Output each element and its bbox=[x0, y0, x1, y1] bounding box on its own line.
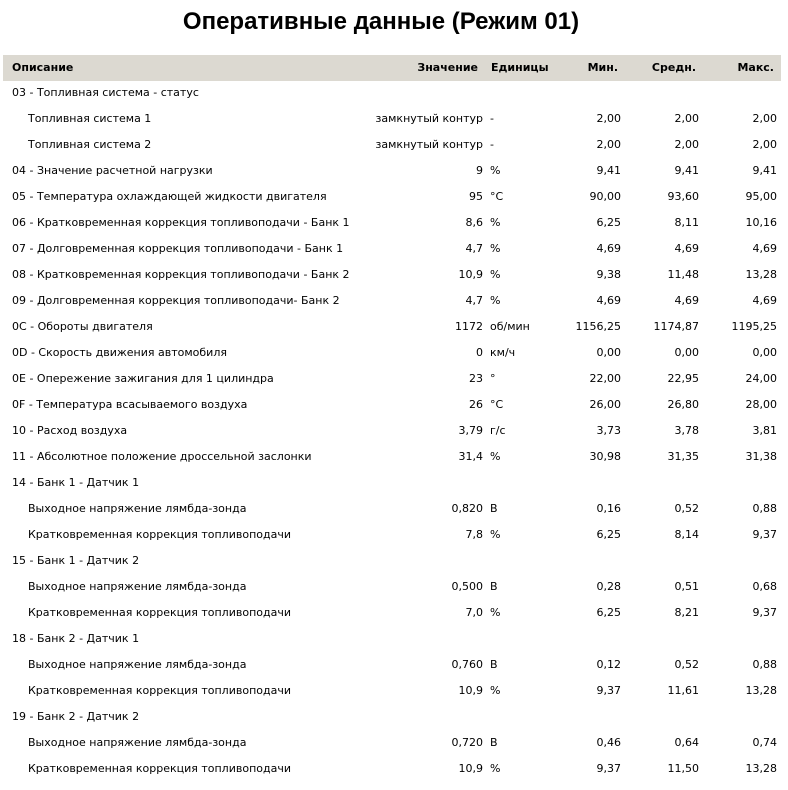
cell-max: 13,28 bbox=[745, 268, 777, 281]
cell-value: 0,500 bbox=[451, 580, 483, 593]
table-header bbox=[3, 55, 781, 81]
cell-description: Кратковременная коррекция топливоподачи bbox=[28, 606, 291, 619]
column-header-value: Значение bbox=[417, 61, 478, 74]
cell-units: г/с bbox=[490, 424, 506, 437]
cell-units: % bbox=[490, 684, 501, 697]
cell-description: Выходное напряжение лямбда-зонда bbox=[28, 580, 247, 593]
table-row bbox=[0, 652, 788, 678]
cell-max: 13,28 bbox=[745, 684, 777, 697]
column-header-max: Макс. bbox=[737, 61, 774, 74]
cell-avg: 0,52 bbox=[674, 658, 699, 671]
group-row bbox=[0, 470, 788, 496]
cell-units: В bbox=[490, 502, 498, 515]
cell-avg: 2,00 bbox=[674, 138, 699, 151]
page-title: Оперативные данные (Режим 01) bbox=[182, 8, 580, 35]
cell-min: 6,25 bbox=[596, 216, 621, 229]
cell-units: об/мин bbox=[490, 320, 530, 333]
cell-description: 09 - Долговременная коррекция топливоподачи- Банк 2 bbox=[12, 294, 340, 307]
cell-description: 0F - Температура всасываемого воздуха bbox=[12, 398, 248, 411]
cell-description: 03 - Топливная система - статус bbox=[12, 86, 199, 99]
cell-value: 4,7 bbox=[465, 294, 483, 307]
cell-units: - bbox=[490, 138, 494, 151]
cell-value: 3,79 bbox=[458, 424, 483, 437]
cell-units: % bbox=[490, 164, 501, 177]
cell-description: Топливная система 2 bbox=[28, 138, 152, 151]
cell-description: 06 - Кратковременная коррекция топливоподачи - Банк 1 bbox=[12, 216, 350, 229]
cell-min: 9,38 bbox=[596, 268, 621, 281]
cell-avg: 1174,87 bbox=[653, 320, 699, 333]
cell-description: 15 - Банк 1 - Датчик 2 bbox=[12, 554, 140, 567]
cell-min: 22,00 bbox=[589, 372, 621, 385]
cell-description: Выходное напряжение лямбда-зонда bbox=[28, 502, 247, 515]
cell-max: 2,00 bbox=[752, 138, 777, 151]
cell-max: 95,00 bbox=[745, 190, 777, 203]
table-row bbox=[0, 522, 788, 548]
cell-min: 9,37 bbox=[596, 762, 621, 775]
cell-min: 9,41 bbox=[596, 164, 621, 177]
cell-min: 0,00 bbox=[596, 346, 621, 359]
column-header-min: Мин. bbox=[587, 61, 618, 74]
cell-min: 9,37 bbox=[596, 684, 621, 697]
cell-min: 90,00 bbox=[589, 190, 621, 203]
table-row bbox=[0, 340, 788, 366]
cell-min: 26,00 bbox=[589, 398, 621, 411]
cell-units: % bbox=[490, 268, 501, 281]
cell-avg: 0,64 bbox=[674, 736, 699, 749]
cell-avg: 22,95 bbox=[667, 372, 699, 385]
table-row bbox=[0, 158, 788, 184]
cell-max: 4,69 bbox=[752, 294, 777, 307]
cell-description: 0E - Опережение зажигания для 1 цилиндра bbox=[12, 372, 274, 385]
cell-value: 1172 bbox=[455, 320, 483, 333]
cell-value: 95 bbox=[469, 190, 483, 203]
cell-avg: 0,00 bbox=[674, 346, 699, 359]
cell-units: - bbox=[490, 112, 494, 125]
table-row bbox=[0, 106, 788, 132]
cell-value: 0,820 bbox=[451, 502, 483, 515]
cell-max: 1195,25 bbox=[731, 320, 777, 333]
table-row bbox=[0, 236, 788, 262]
cell-min: 0,28 bbox=[596, 580, 621, 593]
cell-units: % bbox=[490, 216, 501, 229]
cell-avg: 0,51 bbox=[674, 580, 699, 593]
table-row bbox=[0, 132, 788, 158]
cell-avg: 9,41 bbox=[674, 164, 699, 177]
table-row bbox=[0, 574, 788, 600]
table-row bbox=[0, 730, 788, 756]
cell-value: 26 bbox=[469, 398, 483, 411]
cell-avg: 93,60 bbox=[667, 190, 699, 203]
cell-min: 1156,25 bbox=[575, 320, 621, 333]
cell-min: 6,25 bbox=[596, 606, 621, 619]
cell-avg: 2,00 bbox=[674, 112, 699, 125]
cell-min: 6,25 bbox=[596, 528, 621, 541]
table-row bbox=[0, 418, 788, 444]
table-row bbox=[0, 392, 788, 418]
cell-units: °C bbox=[490, 398, 504, 411]
cell-units: В bbox=[490, 658, 498, 671]
cell-max: 3,81 bbox=[752, 424, 777, 437]
cell-avg: 31,35 bbox=[667, 450, 699, 463]
cell-description: 10 - Расход воздуха bbox=[12, 424, 128, 437]
cell-avg: 11,48 bbox=[667, 268, 699, 281]
cell-max: 0,88 bbox=[752, 502, 777, 515]
table-row bbox=[0, 314, 788, 340]
table-row bbox=[0, 678, 788, 704]
cell-max: 0,88 bbox=[752, 658, 777, 671]
cell-value: замкнутый контур bbox=[375, 138, 483, 151]
cell-max: 9,41 bbox=[752, 164, 777, 177]
cell-max: 28,00 bbox=[745, 398, 777, 411]
cell-description: Выходное напряжение лямбда-зонда bbox=[28, 658, 247, 671]
table-row bbox=[0, 184, 788, 210]
cell-description: Выходное напряжение лямбда-зонда bbox=[28, 736, 247, 749]
group-row bbox=[0, 548, 788, 574]
cell-value: 10,9 bbox=[458, 762, 483, 775]
cell-value: 8,6 bbox=[465, 216, 483, 229]
cell-value: 31,4 bbox=[458, 450, 483, 463]
cell-max: 0,74 bbox=[752, 736, 777, 749]
cell-value: 23 bbox=[469, 372, 483, 385]
cell-description: 05 - Температура охлаждающей жидкости двигателя bbox=[12, 190, 327, 203]
column-header-units: Единицы bbox=[491, 61, 549, 74]
cell-max: 24,00 bbox=[745, 372, 777, 385]
cell-avg: 0,52 bbox=[674, 502, 699, 515]
cell-description: 18 - Банк 2 - Датчик 1 bbox=[12, 632, 140, 645]
table-row bbox=[0, 288, 788, 314]
cell-max: 10,16 bbox=[745, 216, 777, 229]
table-row bbox=[0, 444, 788, 470]
cell-description: 0C - Обороты двигателя bbox=[12, 320, 153, 333]
cell-avg: 4,69 bbox=[674, 242, 699, 255]
table-row bbox=[0, 496, 788, 522]
cell-units: В bbox=[490, 580, 498, 593]
cell-min: 3,73 bbox=[596, 424, 621, 437]
cell-units: °C bbox=[490, 190, 504, 203]
group-row bbox=[0, 704, 788, 730]
table-row bbox=[0, 262, 788, 288]
cell-max: 0,00 bbox=[752, 346, 777, 359]
cell-units: ° bbox=[490, 372, 496, 385]
cell-description: Кратковременная коррекция топливоподачи bbox=[28, 684, 291, 697]
cell-avg: 8,11 bbox=[674, 216, 699, 229]
column-header-description: Описание bbox=[12, 61, 74, 74]
cell-min: 0,12 bbox=[596, 658, 621, 671]
cell-value: 0,760 bbox=[451, 658, 483, 671]
cell-units: % bbox=[490, 242, 501, 255]
group-row bbox=[0, 626, 788, 652]
cell-description: 11 - Абсолютное положение дроссельной заслонки bbox=[12, 450, 312, 463]
cell-avg: 26,80 bbox=[667, 398, 699, 411]
cell-description: 04 - Значение расчетной нагрузки bbox=[12, 164, 213, 177]
cell-value: 9 bbox=[476, 164, 483, 177]
table-row bbox=[0, 756, 788, 782]
table-row bbox=[0, 366, 788, 392]
cell-avg: 11,50 bbox=[667, 762, 699, 775]
cell-max: 13,28 bbox=[745, 762, 777, 775]
cell-avg: 3,78 bbox=[674, 424, 699, 437]
table-row bbox=[0, 210, 788, 236]
group-row bbox=[0, 80, 788, 106]
cell-description: 07 - Долговременная коррекция топливоподачи - Банк 1 bbox=[12, 242, 344, 255]
cell-max: 9,37 bbox=[752, 528, 777, 541]
cell-min: 0,46 bbox=[596, 736, 621, 749]
cell-description: 08 - Кратковременная коррекция топливоподачи - Банк 2 bbox=[12, 268, 350, 281]
cell-avg: 11,61 bbox=[667, 684, 699, 697]
cell-units: км/ч bbox=[490, 346, 516, 359]
data-table-body bbox=[0, 80, 788, 782]
cell-min: 4,69 bbox=[596, 242, 621, 255]
cell-units: В bbox=[490, 736, 498, 749]
cell-avg: 8,14 bbox=[674, 528, 699, 541]
cell-max: 0,68 bbox=[752, 580, 777, 593]
cell-units: % bbox=[490, 450, 501, 463]
cell-units: % bbox=[490, 762, 501, 775]
cell-description: 19 - Банк 2 - Датчик 2 bbox=[12, 710, 140, 723]
cell-min: 2,00 bbox=[596, 112, 621, 125]
cell-max: 31,38 bbox=[745, 450, 777, 463]
cell-value: 10,9 bbox=[458, 684, 483, 697]
cell-avg: 4,69 bbox=[674, 294, 699, 307]
cell-description: Кратковременная коррекция топливоподачи bbox=[28, 762, 291, 775]
cell-min: 0,16 bbox=[596, 502, 621, 515]
cell-min: 4,69 bbox=[596, 294, 621, 307]
cell-min: 2,00 bbox=[596, 138, 621, 151]
cell-value: 0 bbox=[476, 346, 483, 359]
cell-units: % bbox=[490, 528, 501, 541]
cell-min: 30,98 bbox=[589, 450, 621, 463]
cell-max: 2,00 bbox=[752, 112, 777, 125]
cell-units: % bbox=[490, 294, 501, 307]
cell-value: замкнутый контур bbox=[375, 112, 483, 125]
cell-max: 9,37 bbox=[752, 606, 777, 619]
cell-value: 7,8 bbox=[465, 528, 483, 541]
cell-units: % bbox=[490, 606, 501, 619]
cell-value: 4,7 bbox=[465, 242, 483, 255]
table-row bbox=[0, 600, 788, 626]
column-header-avg: Средн. bbox=[651, 61, 696, 74]
cell-value: 7,0 bbox=[465, 606, 483, 619]
cell-description: Кратковременная коррекция топливоподачи bbox=[28, 528, 291, 541]
cell-description: Топливная система 1 bbox=[28, 112, 152, 125]
cell-description: 0D - Скорость движения автомобиля bbox=[12, 346, 227, 359]
cell-max: 4,69 bbox=[752, 242, 777, 255]
cell-value: 0,720 bbox=[451, 736, 483, 749]
cell-value: 10,9 bbox=[458, 268, 483, 281]
cell-description: 14 - Банк 1 - Датчик 1 bbox=[12, 476, 140, 489]
cell-avg: 8,21 bbox=[674, 606, 699, 619]
